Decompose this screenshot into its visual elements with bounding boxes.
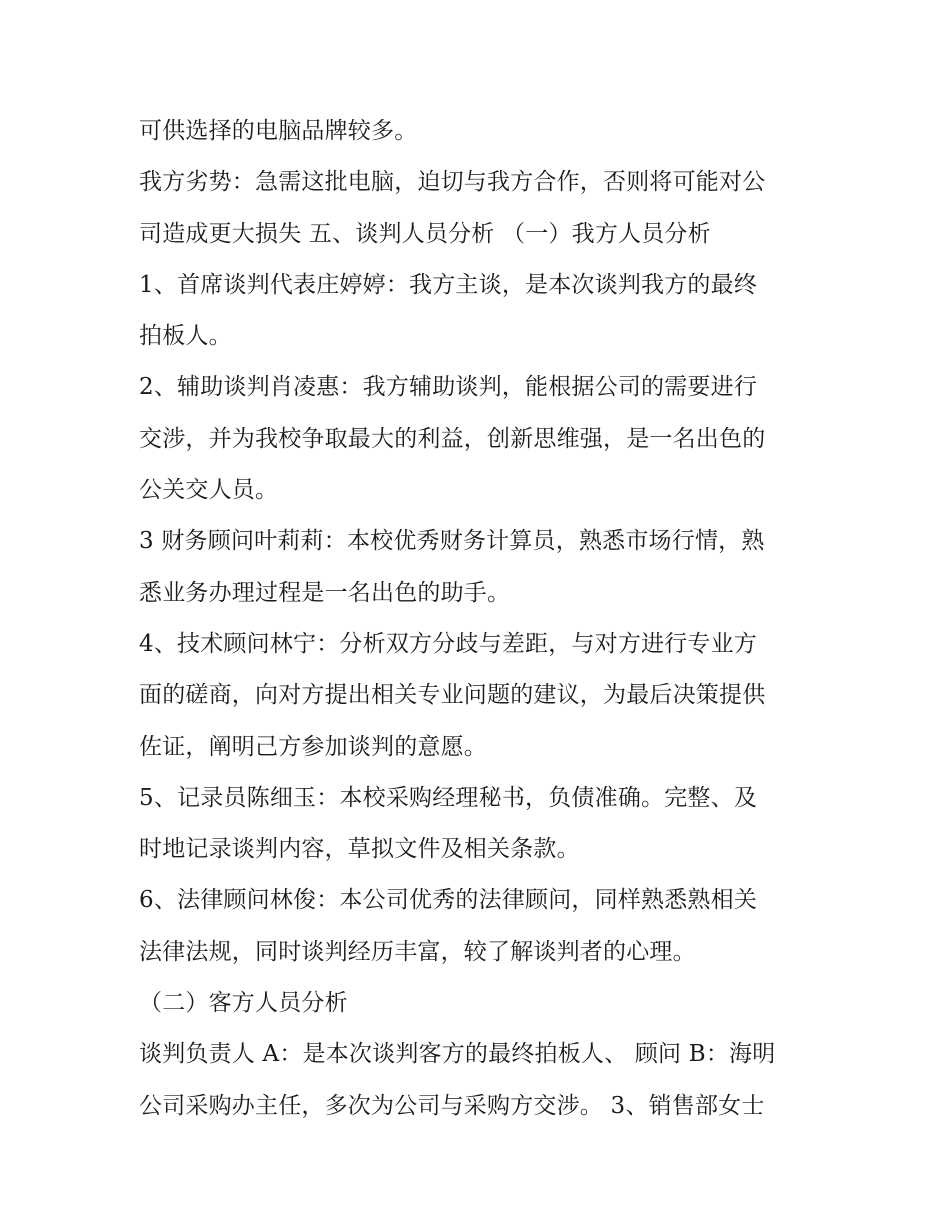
text-line: 悉业务办理过程是一名出色的助手。 xyxy=(139,579,511,606)
document-body xyxy=(139,106,819,1132)
text-line: 3 财务顾问叶莉莉：本校优秀财务计算员，熟悉市场行情，熟 xyxy=(139,528,765,555)
section-heading: （二）客方人员分析 xyxy=(139,990,348,1017)
text-line: 面的磋商，向对方提出相关专业问题的建议，为最后决策提供 xyxy=(139,682,766,709)
text-line: 可供选择的电脑品牌较多。 xyxy=(139,118,418,144)
text-line: 拍板人。 xyxy=(139,323,232,350)
text-line: 公司采购办主任，多次为公司与采购方交涉。 3、销售部女士 xyxy=(139,1092,765,1119)
text-line: 交涉，并为我校争取最大的利益，创新思维强，是一名出色的 xyxy=(139,425,766,452)
text-line: 司造成更大损失 五、谈判人员分析 （一）我方人员分析 xyxy=(139,220,711,247)
text-line: 1、首席谈判代表庄婷婷：我方主谈，是本次谈判我方的最终 xyxy=(139,271,758,298)
text-line: 谈判负责人 A：是本次谈判客方的最终拍板人、 顾问 B：海明 xyxy=(139,1041,776,1068)
text-line: 法律法规，同时谈判经历丰富，较了解谈判者的心理。 xyxy=(139,938,696,965)
text-line: 5、记录员陈细玉：本校采购经理秘书，负债准确。完整、及 xyxy=(139,784,758,811)
text-line: 公关交人员。 xyxy=(139,477,279,504)
text-line: 我方劣势：急需这批电脑，迫切与我方合作，否则将可能对公 xyxy=(139,169,766,196)
text-line: 佐证，阐明己方参加谈判的意愿。 xyxy=(139,733,487,760)
text-line: 时地记录谈判内容，草拟文件及相关条款。 xyxy=(139,836,580,863)
text-line: 6、法律顾问林俊：本公司优秀的法律顾问，同样熟悉熟相关 xyxy=(139,887,758,914)
text-line: 2、辅助谈判肖凌惠：我方辅助谈判，能根据公司的需要进行 xyxy=(139,374,758,401)
text-line: 4、技术顾问林宁：分析双方分歧与差距，与对方进行专业方 xyxy=(139,630,758,657)
